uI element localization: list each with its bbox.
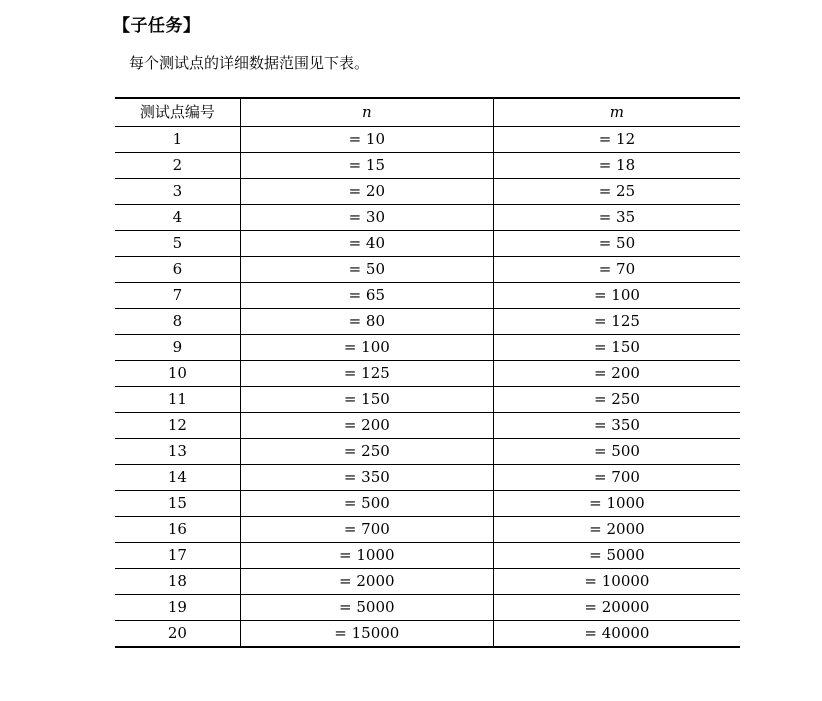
cell-test-point-id: 17 bbox=[115, 543, 240, 569]
cell-m-value: = 35 bbox=[493, 205, 740, 231]
cell-m-value: = 18 bbox=[493, 153, 740, 179]
cell-test-point-id: 14 bbox=[115, 465, 240, 491]
table-row bbox=[115, 569, 740, 595]
table-header bbox=[115, 98, 740, 127]
cell-n-value: = 10 bbox=[240, 127, 493, 153]
cell-m-value: = 150 bbox=[493, 335, 740, 361]
table-row bbox=[115, 205, 740, 231]
table-row bbox=[115, 257, 740, 283]
cell-test-point-id: 2 bbox=[115, 153, 240, 179]
cell-test-point-id: 20 bbox=[115, 621, 240, 648]
cell-n-value: = 150 bbox=[240, 387, 493, 413]
table-row bbox=[115, 465, 740, 491]
table-row bbox=[115, 439, 740, 465]
header-row bbox=[115, 98, 740, 127]
table-row bbox=[115, 387, 740, 413]
cell-test-point-id: 15 bbox=[115, 491, 240, 517]
cell-n-value: = 30 bbox=[240, 205, 493, 231]
cell-m-value: = 70 bbox=[493, 257, 740, 283]
cell-n-value: = 125 bbox=[240, 361, 493, 387]
cell-test-point-id: 19 bbox=[115, 595, 240, 621]
cell-n-value: = 200 bbox=[240, 413, 493, 439]
cell-test-point-id: 16 bbox=[115, 517, 240, 543]
test-point-table bbox=[115, 97, 740, 648]
cell-n-value: = 350 bbox=[240, 465, 493, 491]
cell-n-value: = 500 bbox=[240, 491, 493, 517]
cell-m-value: = 100 bbox=[493, 283, 740, 309]
table-row bbox=[115, 283, 740, 309]
cell-m-value: = 10000 bbox=[493, 569, 740, 595]
subtask-intro: 每个测试点的详细数据范围见下表。 bbox=[129, 54, 370, 72]
table-row bbox=[115, 153, 740, 179]
subtask-heading: 【子任务】 bbox=[113, 16, 201, 36]
cell-n-value: = 100 bbox=[240, 335, 493, 361]
cell-m-value: = 125 bbox=[493, 309, 740, 335]
cell-test-point-id: 10 bbox=[115, 361, 240, 387]
header-n: n bbox=[240, 98, 493, 127]
cell-m-value: = 25 bbox=[493, 179, 740, 205]
table-row bbox=[115, 413, 740, 439]
table-row bbox=[115, 595, 740, 621]
table-row bbox=[115, 361, 740, 387]
header-m: m bbox=[493, 98, 740, 127]
cell-test-point-id: 5 bbox=[115, 231, 240, 257]
cell-m-value: = 1000 bbox=[493, 491, 740, 517]
table-row bbox=[115, 127, 740, 153]
cell-n-value: = 40 bbox=[240, 231, 493, 257]
cell-n-value: = 65 bbox=[240, 283, 493, 309]
cell-n-value: = 15 bbox=[240, 153, 493, 179]
cell-n-value: = 700 bbox=[240, 517, 493, 543]
table-row bbox=[115, 231, 740, 257]
cell-m-value: = 350 bbox=[493, 413, 740, 439]
cell-n-value: = 5000 bbox=[240, 595, 493, 621]
table-row bbox=[115, 621, 740, 648]
cell-test-point-id: 1 bbox=[115, 127, 240, 153]
cell-m-value: = 5000 bbox=[493, 543, 740, 569]
cell-n-value: = 50 bbox=[240, 257, 493, 283]
cell-test-point-id: 7 bbox=[115, 283, 240, 309]
cell-m-value: = 12 bbox=[493, 127, 740, 153]
cell-test-point-id: 6 bbox=[115, 257, 240, 283]
cell-test-point-id: 18 bbox=[115, 569, 240, 595]
cell-m-value: = 20000 bbox=[493, 595, 740, 621]
table-body bbox=[115, 127, 740, 648]
cell-n-value: = 15000 bbox=[240, 621, 493, 648]
cell-test-point-id: 13 bbox=[115, 439, 240, 465]
table-row bbox=[115, 335, 740, 361]
cell-test-point-id: 12 bbox=[115, 413, 240, 439]
cell-m-value: = 40000 bbox=[584, 624, 650, 642]
table-row bbox=[115, 309, 740, 335]
cell-m-value: = 200 bbox=[493, 361, 740, 387]
table-row bbox=[115, 517, 740, 543]
cell-n-value: = 80 bbox=[240, 309, 493, 335]
table-row bbox=[115, 543, 740, 569]
cell-m-value: = 2000 bbox=[493, 517, 740, 543]
cell-n-value: = 1000 bbox=[240, 543, 493, 569]
cell-test-point-id: 3 bbox=[115, 179, 240, 205]
cell-n-value: = 2000 bbox=[240, 569, 493, 595]
cell-test-point-id: 11 bbox=[115, 387, 240, 413]
cell-test-point-id: 8 bbox=[115, 309, 240, 335]
table-row bbox=[115, 179, 740, 205]
cell-n-value: = 250 bbox=[240, 439, 493, 465]
cell-m-value: = 250 bbox=[493, 387, 740, 413]
cell-n-value: = 20 bbox=[240, 179, 493, 205]
cell-m-value: = 50 bbox=[493, 231, 740, 257]
cell-m-value: = 700 bbox=[493, 465, 740, 491]
cell-test-point-id: 4 bbox=[115, 205, 240, 231]
cell-m-value: = 500 bbox=[493, 439, 740, 465]
header-test-point-id: 测试点编号 bbox=[115, 98, 240, 127]
table-row bbox=[115, 491, 740, 517]
cell-test-point-id: 9 bbox=[115, 335, 240, 361]
